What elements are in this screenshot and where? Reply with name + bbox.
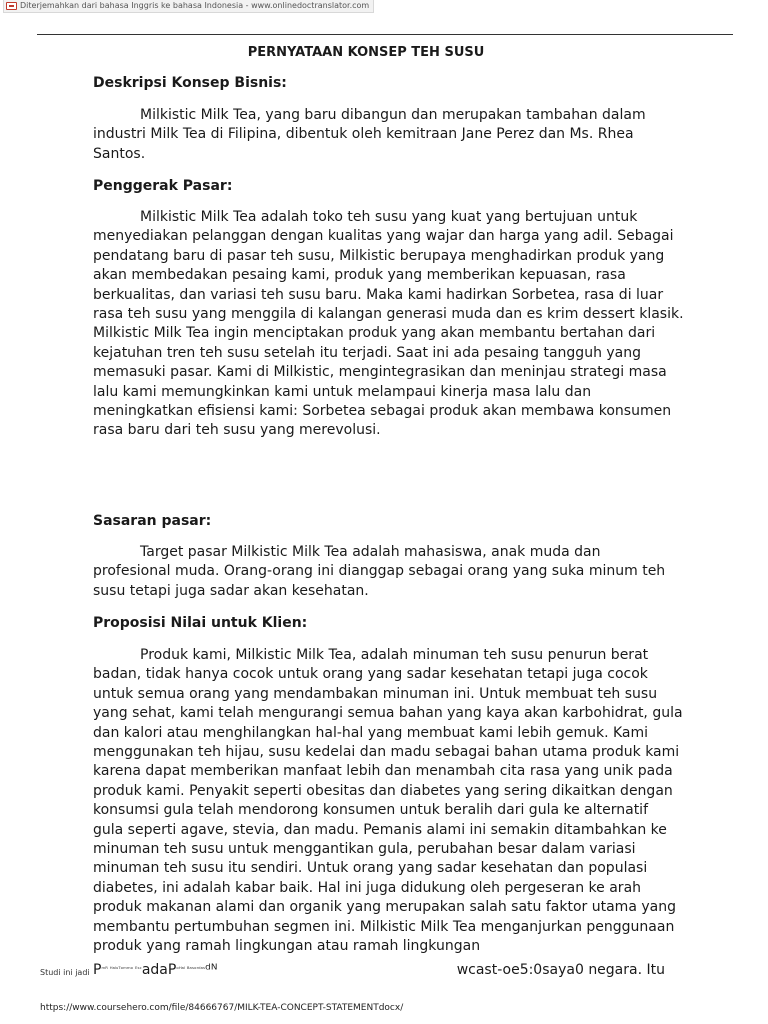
paragraph-line: membantu pertumbuhan segmen ini. Milkistic Milk Tea menganjurkan penggunaan [93, 918, 675, 935]
section-paragraph-market-drivers [93, 208, 683, 441]
paragraph-line: rasa baru dari teh susu yang merevolusi. [93, 422, 381, 439]
section-heading-business-concept: Deskripsi Konsep Bisnis: [93, 75, 287, 91]
paragraph-line: yang sehat, kami telah mengurangi semua bahan yang kaya akan karbohidrat, gula [93, 705, 683, 722]
paragraph-line: karena dapat memberikan manfaat lebih dan menambah cita rasa yang unik pada [93, 763, 673, 780]
garbled-fragment: P [93, 962, 102, 978]
section-heading-market-drivers: Penggerak Pasar: [93, 178, 233, 194]
footer-study-text: Studi ini jadi [40, 968, 90, 977]
pdf-document-icon [6, 2, 17, 10]
paragraph-line: Santos. [93, 145, 146, 162]
paragraph-line: memasuki pasar. Kami di Milkistic, mengintegrasikan dan meninjau strategi masa [93, 364, 667, 381]
garbled-fragment: ᵈᴺ [205, 962, 218, 978]
paragraph-line: diabetes, ini adalah kabar baik. Hal ini juga didukung oleh pergeseran ke arah [93, 879, 642, 896]
paragraph-line: menggunakan teh hijau, susu kedelai dan madu sebagai bahan utama produk kami [93, 744, 680, 761]
paragraph-line: minuman teh susu itu sendiri. Untuk orang yang sadar kesehatan dan populasi [93, 860, 648, 877]
section-heading-target-market: Sasaran pasar: [93, 513, 212, 529]
document-title: PERNYATAAN KONSEP TEH SUSU [247, 45, 485, 60]
paragraph-line: Milkistic Milk Tea ingin menciptakan produk yang akan membantu bertahan dari [93, 325, 656, 342]
paragraph-line: Target pasar Milkistic Milk Tea adalah mahasiswa, anak muda dan [140, 544, 601, 560]
translator-banner[interactable] [3, 0, 374, 13]
garbled-fragment: ᵒᴴᵃˡ ᴮᵃˢᵒʳᵈᵃˢ [176, 966, 206, 973]
paragraph-line: gula seperti agave, stevia, dan madu. Pemanis alami ini semakin ditambahkan ke [93, 821, 667, 838]
garbled-fragment: adaP [141, 962, 177, 978]
section-paragraph-business-concept [93, 106, 683, 164]
paragraph-line: lalu kami memungkinkan kami untuk melampaui kinerja masa lalu dan [93, 383, 592, 400]
translator-banner-text[interactable]: Diterjemahkan dari bahasa Inggris ke bahasa Indonesia - www.onlinedoctranslator.com [20, 0, 370, 10]
footer-garbled-overlay [93, 960, 673, 982]
paragraph-line: susu tetapi juga sadar akan kesehatan. [93, 582, 369, 599]
paragraph-line: produk makanan alami dan organik yang merupakan salah satu faktor utama yang [93, 899, 676, 916]
paragraph-line: untuk semua orang yang mendambakan minuman ini. Untuk membuat teh susu [93, 685, 658, 702]
paragraph-line: produk yang ramah lingkungan atau ramah lingkungan [93, 938, 481, 955]
section-paragraph-value-proposition [93, 646, 683, 957]
paragraph-line: Milkistic Milk Tea adalah toko teh susu yang kuat yang bertujuan untuk [140, 209, 638, 225]
paragraph-line: Milkistic Milk Tea, yang baru dibangun dan merupakan tambahan dalam [140, 107, 646, 123]
top-divider [37, 34, 733, 35]
section-heading-value-proposition: Proposisi Nilai untuk Klien: [93, 615, 308, 631]
paragraph-line: meningkatkan efisiensi kami: Sorbetea sebagai produk akan membawa konsumen [93, 403, 672, 420]
garbled-fragment: ᵐᴿ ᴴᵃˡᵘᵀᵒᵐᵐᵒ ᴱˢᶜ [101, 966, 142, 973]
garbled-fragment: wcast-oe5:0saya0 negara. Itu [456, 962, 665, 978]
paragraph-line: konsumsi gula telah mendorong konsumen untuk beralih dari gula ke alternatif [93, 802, 649, 819]
paragraph-line: berkualitas, dan variasi teh susu baru. Maka kami hadirkan Sorbetea, rasa di luar [93, 286, 664, 303]
paragraph-line: minuman teh susu untuk menggantikan gula, perubahan besar dalam variasi [93, 841, 636, 858]
source-url-link[interactable]: https://www.coursehero.com/file/84666767/MILK-TEA-CONCEPT-STATEMENTdocx/ [40, 1003, 404, 1013]
paragraph-line: produk kami. Penyakit seperti obesitas dan diabetes yang sering dikaitkan dengan [93, 782, 673, 799]
paragraph-line: industri Milk Tea di Filipina, dibentuk oleh kemitraan Jane Perez dan Ms. Rhea [93, 126, 634, 143]
paragraph-line: rasa teh susu yang menggila di kalangan generasi muda dan es krim dessert klasik. [93, 306, 684, 323]
paragraph-line: akan membedakan pesaing kami, produk yang memberikan kepuasan, rasa [93, 267, 626, 284]
paragraph-line: menyediakan pelanggan dengan kualitas yang wajar dan harga yang adil. Sebagai [93, 228, 674, 245]
paragraph-line: profesional muda. Orang-orang ini dianggap sebagai orang yang suka minum teh [93, 563, 666, 580]
paragraph-line: Produk kami, Milkistic Milk Tea, adalah minuman teh susu penurun berat [140, 647, 649, 663]
paragraph-line: badan, tidak hanya cocok untuk orang yang sadar kesehatan tetapi juga cocok [93, 666, 648, 683]
paragraph-line: dan kalori atau menghilangkan hal-hal yang membuat kami lebih gemuk. Kami [93, 724, 649, 741]
paragraph-line: kejatuhan tren teh susu setelah itu terjadi. Saat ini ada pesaing tangguh yang [93, 344, 642, 361]
paragraph-line: pendatang baru di pasar teh susu, Milkistic berupaya menghadirkan produk yang [93, 247, 665, 264]
section-paragraph-target-market [93, 543, 683, 601]
